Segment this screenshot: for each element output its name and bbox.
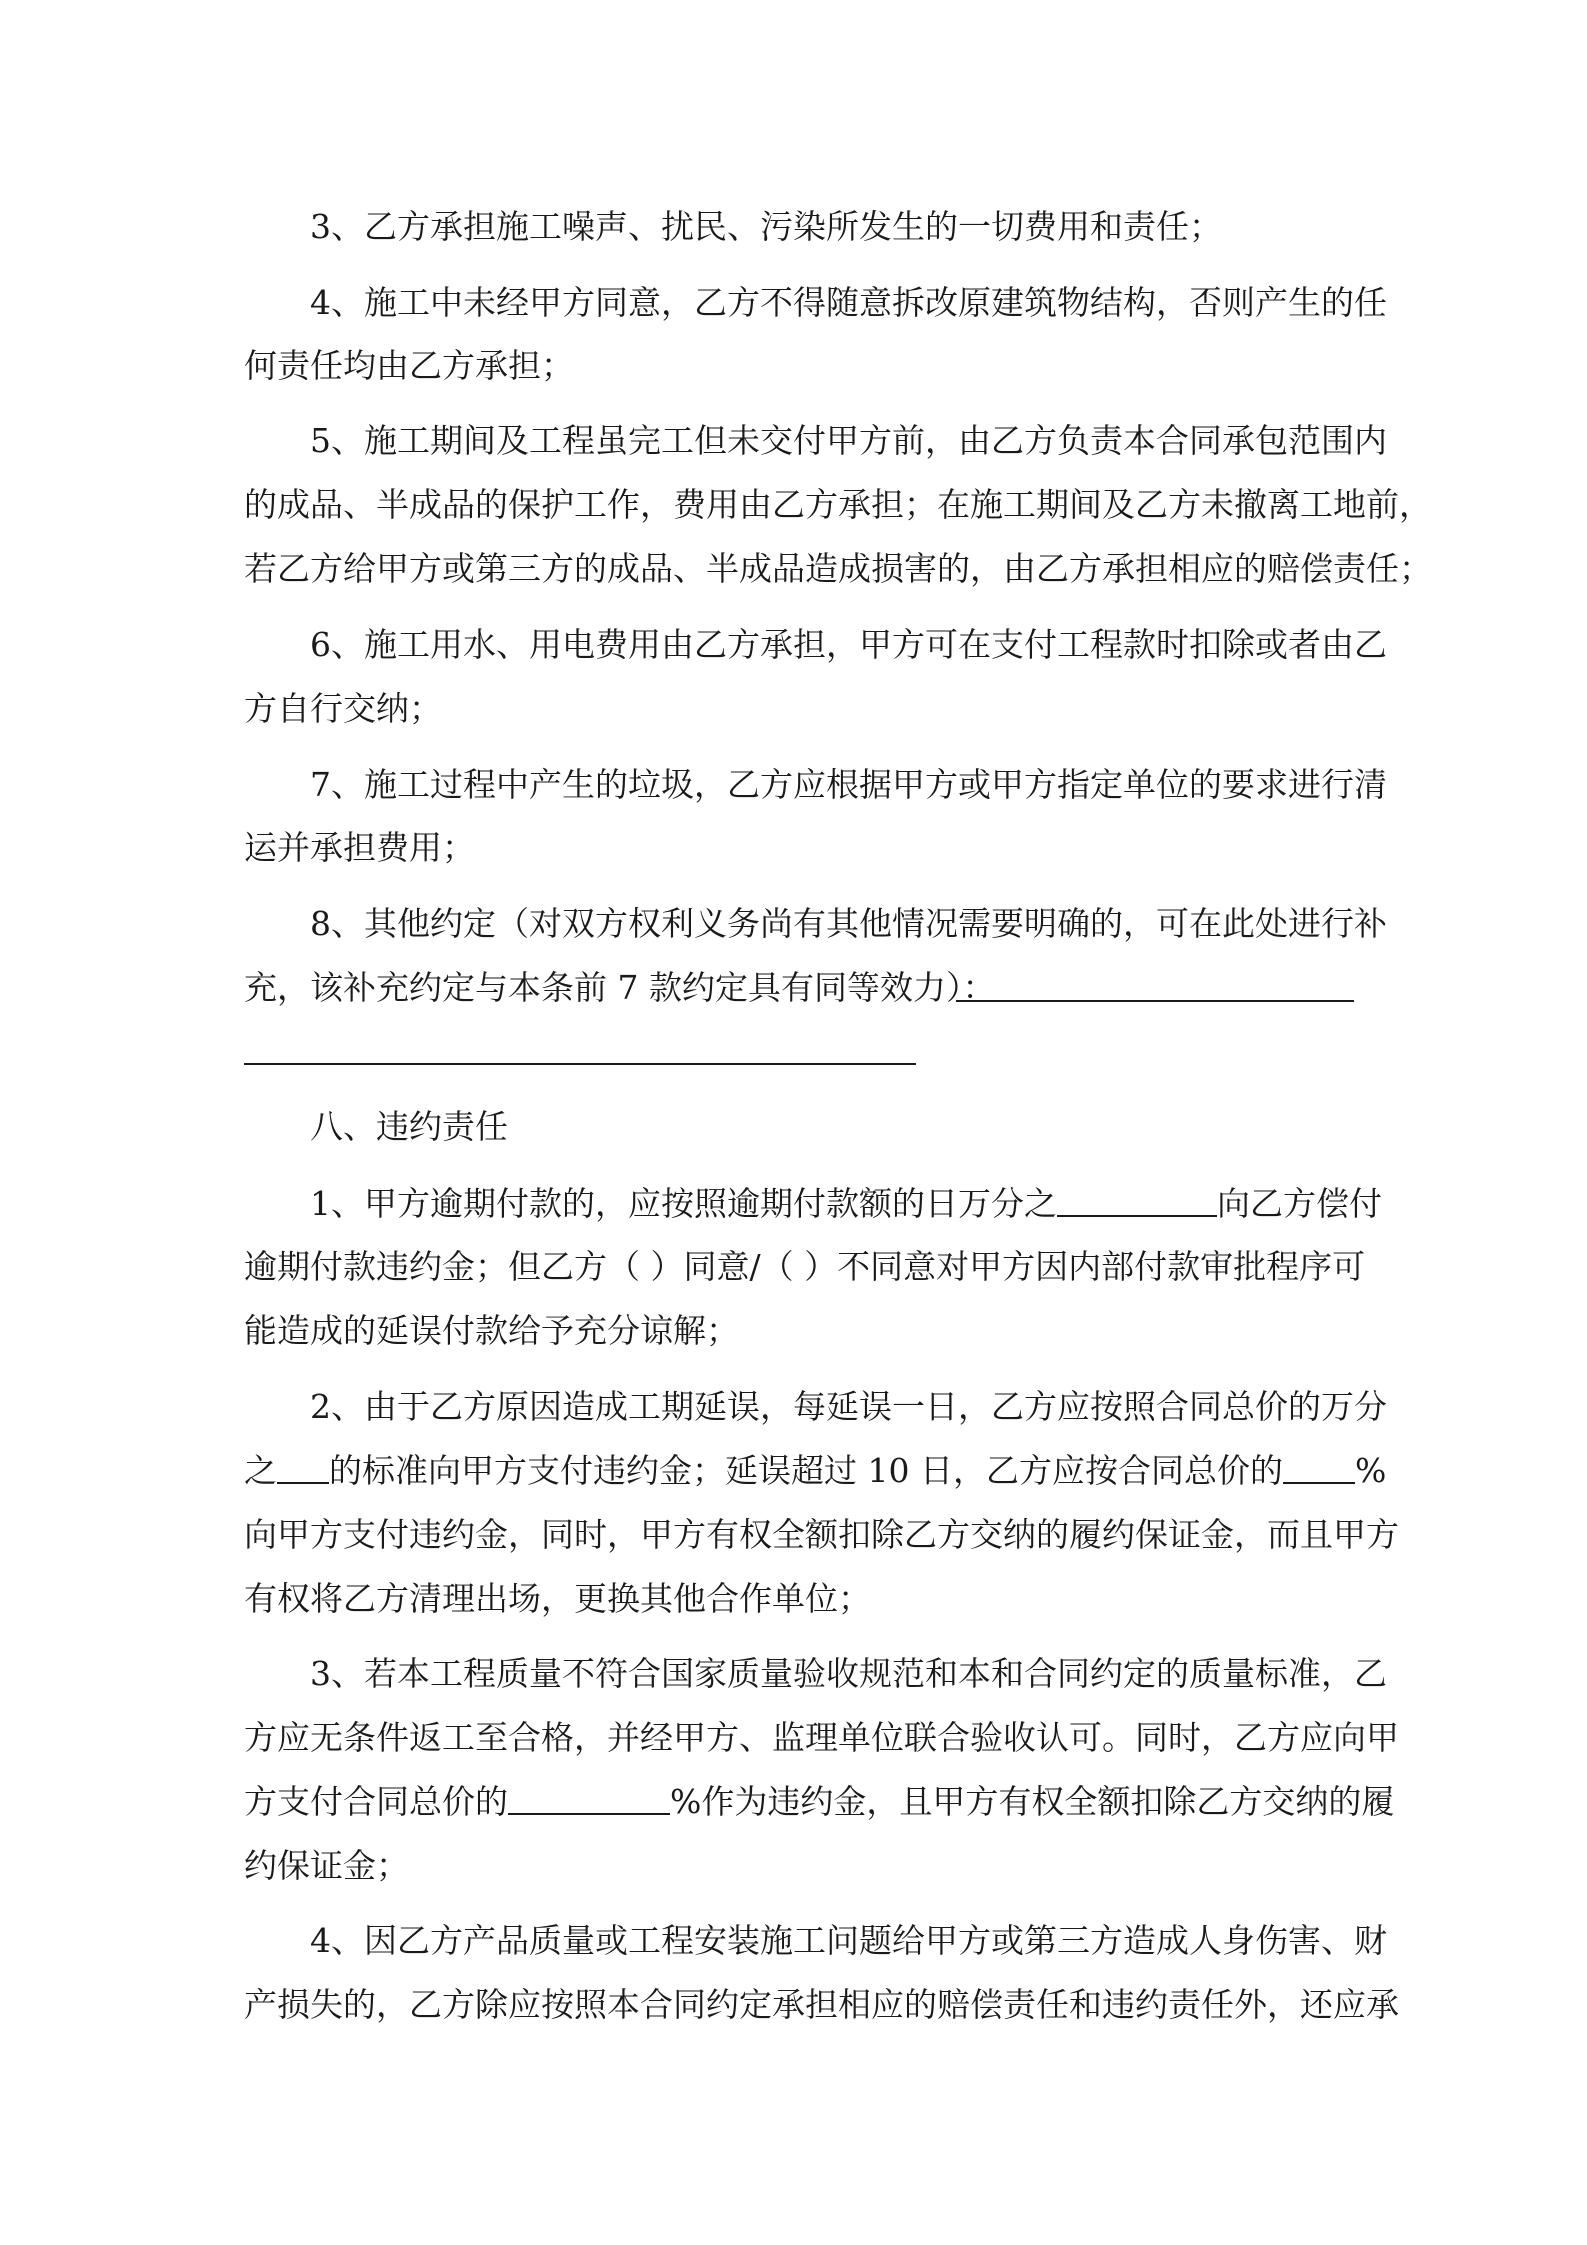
clause-5-line-2: 的成品、半成品的保护工作，费用由乙方承担；在施工期间及乙方未撤离工地前， (244, 485, 1432, 524)
clause-6-line-1: 6、施工用水、用电费用由乙方承担，甲方可在支付工程款时扣除或者由乙 (310, 625, 1387, 664)
breach-1-blank (1057, 1185, 1217, 1217)
clause-8-line-2: 充，该补充约定与本条前 7 款约定具有同等效力）： (244, 968, 996, 1007)
clause-8-blank-line-2 (244, 1063, 916, 1065)
breach-2-text-a: 之 (244, 1451, 277, 1490)
breach-1-text-b: 向乙方偿付 (1217, 1184, 1382, 1223)
breach-2-text-b: 的标准向甲方支付违约金；延误超过 10 日，乙方应按合同总价的 (329, 1451, 1283, 1490)
breach-2-line-2 (244, 1438, 1387, 1504)
clause-4-line-2: 何责任均由乙方承担； (244, 346, 574, 385)
breach-1-text-a: 1、甲方逾期付款的，应按照逾期付款额的日万分之 (310, 1184, 1057, 1223)
breach-1-line-1 (310, 1171, 1382, 1237)
breach-2-line-1: 2、由于乙方原因造成工期延误，每延误一日，乙方应按照合同总价的万分 (310, 1387, 1387, 1426)
breach-4-line-2: 产损失的，乙方除应按照本合同约定承担相应的赔偿责任和违约责任外，还应承 (244, 1985, 1399, 2024)
breach-2-blank-1 (277, 1452, 329, 1484)
breach-3-line-2: 方应无条件返工至合格，并经甲方、监理单位联合验收认可。同时，乙方应向甲 (244, 1718, 1399, 1757)
breach-3-line-1: 3、若本工程质量不符合国家质量验收规范和本和合同约定的质量标准，乙 (310, 1654, 1387, 1693)
clause-4-line-1: 4、施工中未经甲方同意，乙方不得随意拆改原建筑物结构，否则产生的任 (310, 283, 1387, 322)
breach-3-blank (508, 1783, 670, 1815)
clause-8-line-1: 8、其他约定（对双方权利义务尚有其他情况需要明确的，可在此处进行补 (310, 904, 1387, 943)
clause-7-line-1: 7、施工过程中产生的垃圾，乙方应根据甲方或甲方指定单位的要求进行清 (310, 765, 1387, 804)
clause-3-line-1: 3、乙方承担施工噪声、扰民、污染所发生的一切费用和责任； (310, 207, 1222, 246)
section-heading-breach-liability: 八、违约责任 (310, 1107, 508, 1146)
breach-1-line-3: 能造成的延误付款给予充分谅解； (244, 1311, 739, 1350)
clause-5-line-3: 若乙方给甲方或第三方的成品、半成品造成损害的，由乙方承担相应的赔偿责任； (244, 549, 1432, 588)
breach-3-text-a: 方支付合同总价的 (244, 1782, 508, 1821)
breach-3-line-3 (244, 1769, 1395, 1835)
breach-2-line-3: 向甲方支付违约金，同时，甲方有权全额扣除乙方交纳的履约保证金，而且甲方 (244, 1515, 1399, 1554)
breach-2-blank-2 (1283, 1452, 1355, 1484)
breach-3-text-b: %作为违约金，且甲方有权全额扣除乙方交纳的履 (670, 1782, 1395, 1821)
breach-3-line-4: 约保证金； (244, 1846, 409, 1885)
clause-6-line-2: 方自行交纳； (244, 689, 442, 728)
breach-2-text-c: % (1354, 1451, 1387, 1490)
clause-5-line-1: 5、施工期间及工程虽完工但未交付甲方前，由乙方负责本合同承包范围内 (310, 421, 1387, 460)
clause-8-blank-line-1 (956, 1000, 1354, 1002)
clause-7-line-2: 运并承担费用； (244, 828, 475, 867)
breach-1-line-2: 逾期付款违约金；但乙方（ ）同意/（ ）不同意对甲方因内部付款审批程序可 (244, 1247, 1366, 1286)
breach-4-line-1: 4、因乙方产品质量或工程安装施工问题给甲方或第三方造成人身伤害、财 (310, 1921, 1387, 1960)
breach-2-line-4: 有权将乙方清理出场，更换其他合作单位； (244, 1579, 871, 1618)
